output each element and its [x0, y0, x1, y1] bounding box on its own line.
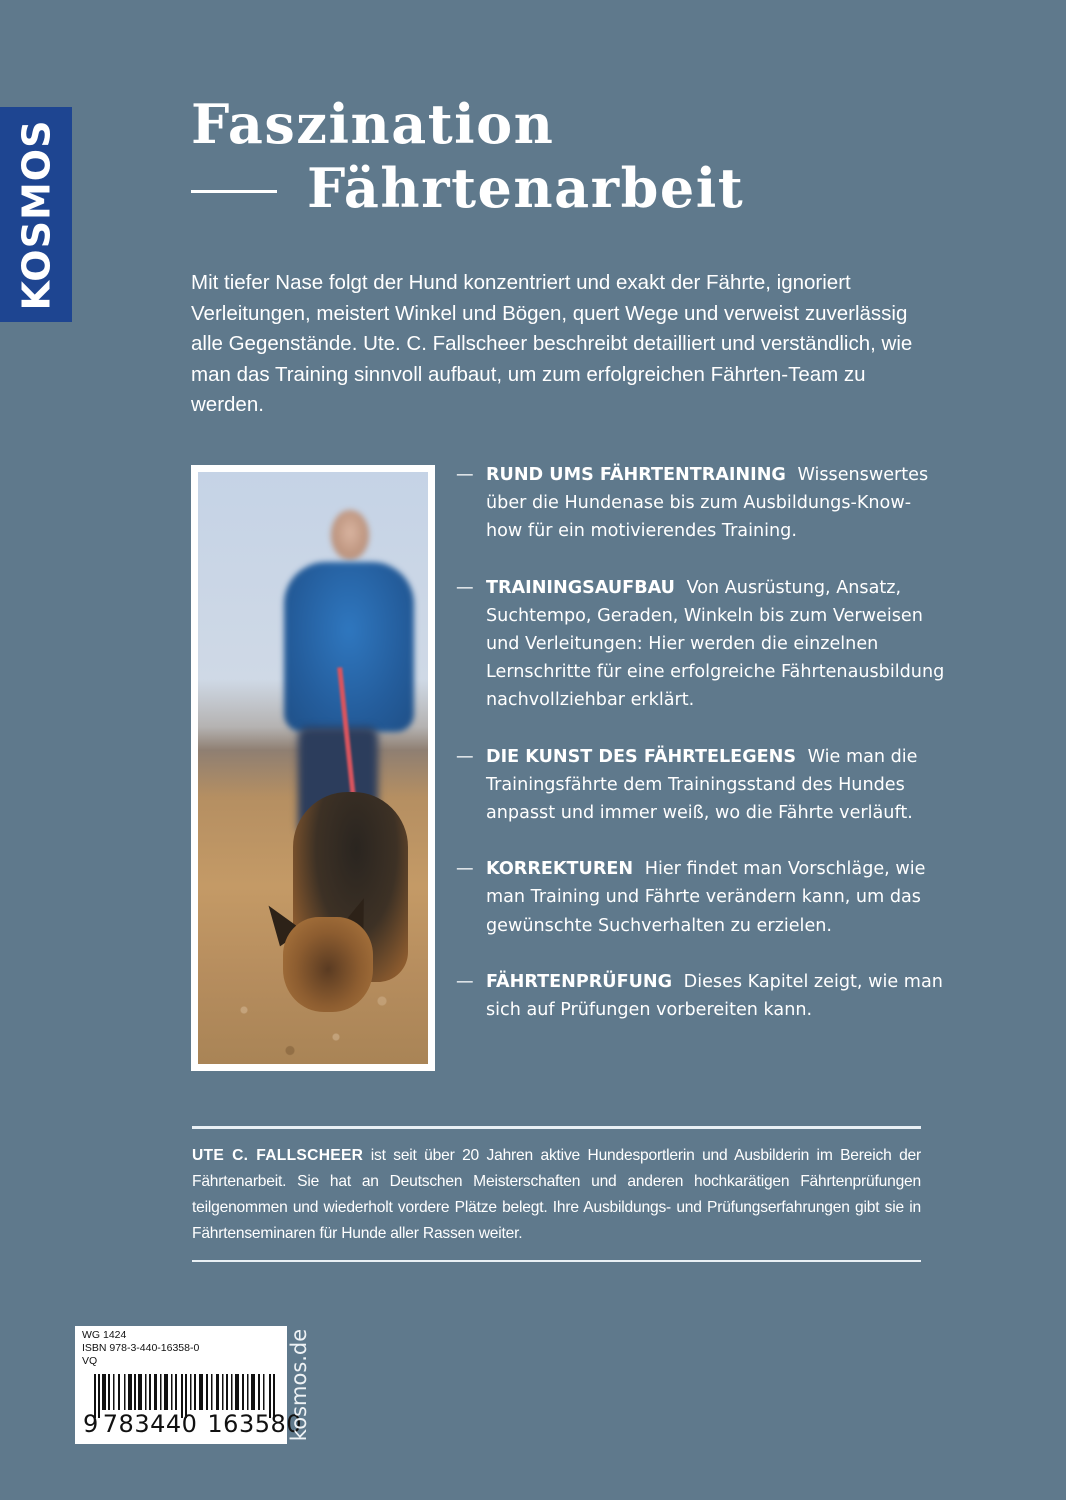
photo-frame: [191, 465, 435, 1071]
vq-code: VQ: [82, 1355, 98, 1367]
author-bio-text: ist seit über 20 Jahren aktive Hundesportlerin und Ausbilderin im Bereich der Fährtenarbeit. Sie hat an Deutschen Meisterschaften und anderen hochkarätigen Fährtenprüfungen teilgenommen und wiederholt vordere Plätze belegt. Ihre Ausbildungs- und Prüfungserfahrungen gibt sie in Fährtenseminaren für Hunde aller Rassen weiter.: [192, 1146, 922, 1242]
feature-text: Dieses Kapitel zeigt, wie man sich auf Prüfungen vorbereiten kann.: [486, 971, 943, 1021]
feature-item: [456, 968, 946, 1024]
title-line-2: Fährtenarbeit: [307, 156, 745, 220]
book-title: [191, 92, 744, 220]
title-line-1: Faszination: [191, 92, 555, 156]
website-text: kosmos.de: [287, 1328, 311, 1442]
author-bio: [192, 1129, 921, 1260]
feature-text: Von Ausrüstung, Ansatz, Suchtempo, Geraden, Winkeln bis zum Verweisen und Verleitungen: Hier werden die einzelnen Lernschritte für eine erfolgreiche Fährtenausbildung nachvollziehbar erklärt.: [486, 577, 945, 711]
cover-photo: [198, 472, 428, 1064]
dash-bullet-icon: —: [456, 465, 474, 485]
barcode-number: [83, 1410, 303, 1438]
feature-heading: RUND UMS FÄHRTENTRAINING: [486, 465, 786, 485]
title-line-2-wrapper: [191, 156, 744, 220]
chapter-feature-list: [456, 461, 946, 1052]
divider-bottom: [192, 1260, 921, 1263]
title-dash-decoration: [191, 190, 277, 193]
feature-heading: DIE KUNST DES FÄHRTELEGENS: [486, 746, 797, 767]
wg-code: WG 1424: [82, 1329, 127, 1341]
feature-item: [456, 743, 946, 828]
barcode-digits-left: 783440: [102, 1410, 198, 1438]
website-label: [287, 1326, 311, 1444]
author-bio-section: [192, 1126, 921, 1262]
isbn: ISBN 978-3-440-16358-0: [82, 1342, 200, 1354]
logo-text: KOSMOS: [14, 119, 58, 310]
photo-person-jacket: [284, 562, 414, 732]
publisher-logo: [0, 107, 72, 322]
dash-bullet-icon: —: [456, 577, 474, 598]
dash-bullet-icon: —: [456, 859, 474, 880]
barcode-digits-right: 163580: [207, 1410, 303, 1438]
photo-ground: [198, 974, 428, 1064]
feature-item: [456, 574, 946, 715]
feature-text: Hier findet man Vorschläge, wie man Training und Fährte verändern kann, um das gewünschte Suchverhalten zu erzielen.: [486, 859, 926, 936]
feature-heading: KORREKTUREN: [486, 859, 634, 880]
feature-text: Wie man die Trainingsfährte dem Trainingsstand des Hundes anpasst und immer weiß, wo die Fährte verläuft.: [486, 746, 918, 824]
dash-bullet-icon: —: [456, 746, 474, 767]
author-name: UTE C. FALLSCHEER: [192, 1146, 364, 1164]
feature-text: Wissenswertes über die Hundenase bis zum Ausbildungs-Know-how für ein motivierendes Training.: [486, 465, 929, 542]
intro-paragraph: Mit tiefer Nase folgt der Hund konzentriert und exakt der Fährte, ignoriert Verleitungen, meistert Winkel und Bögen, quert Wege und verweist zuverlässig alle Gegenstände. Ute. C. Fallscheer beschreibt detailliert und verständlich, wie man das Training sinnvoll aufbaut, um zum erfolgreichen Fährten-Team zu werden.: [191, 271, 913, 416]
photo-person-head: [331, 510, 369, 560]
feature-item: [456, 855, 946, 940]
feature-item: [456, 461, 946, 546]
dash-bullet-icon: —: [456, 971, 474, 992]
feature-heading: TRAININGSAUFBAU: [486, 577, 675, 598]
feature-heading: FÄHRTENPRÜFUNG: [486, 971, 673, 992]
barcode-digit-first: 9: [83, 1410, 99, 1438]
